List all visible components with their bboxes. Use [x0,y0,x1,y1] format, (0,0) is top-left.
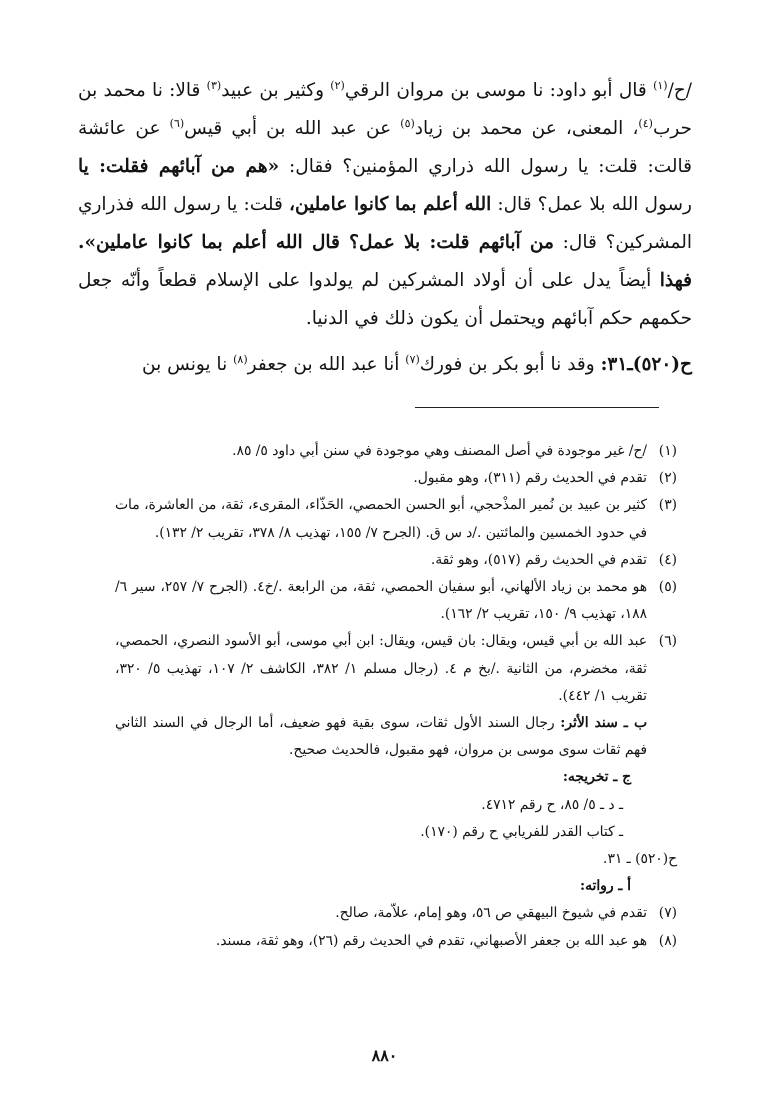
footnote-ref-1[interactable]: (١) [653,79,668,92]
hadith-number-note: ح(٥٢٠) ـ ٣١. [603,851,677,868]
page-number: ٨٨٠ [371,1046,398,1065]
footnote-5: (٥) هو محمد بن زياد الألهاني، أبو سفيان الحمصي، ثقة، من الرابعة ./خ٤. (الجرح ٧/ ٢٥٧، سير ٦/ ١٨٨، تهذيب ٩/ ١٥٠، تقريب ٢/ ١٦٢). [115,579,677,623]
hadith-quote: من آبائهم قلت: بلا عمل؟ قال الله أعلم بما كانوا عاملين». فهذا [78,232,692,291]
footnote-2: (٢) تقدم في الحديث رقم (٣١١)، وهو مقبول. [413,470,677,487]
footnote-6: (٦) عبد الله بن أبي قيس، ويقال: بان قيس، ويقال: ابن أبي موسى، أبو الأسود النصري، الحمصي، ثقة، مخضرم، من الثانية ./بخ م ٤. (رجال مسلم ١/ ٣٨٢، الكاشف ٢/ ١٠٧، تهذيب ٥/ ٣٢٠، تقريب ١/ ٤٤٢). [115,633,677,704]
footnote-4: (٤) تقدم في الحديث رقم (٥١٧)، وهو ثقة. [430,551,677,568]
footnote-1: (١) /ح/ غير موجودة في أصل المصنف وهي موجودة في سنن أبي داود ٥/ ٨٥. [232,443,677,459]
takhrij-label: ج ـ تخريجه: [562,769,631,786]
takhrij-line-1: ـ د ـ ٥/ ٨٥، ح رقم ٤٧١٢. [481,796,623,813]
footnote-divider [415,407,659,408]
footnote-ref-5[interactable]: (٥) [400,117,415,130]
footnote-ref-6[interactable]: (٦) [169,117,185,130]
hadith-number: ح(٥٢٠)ـ٣١: [600,354,692,375]
footnote-ref-2[interactable]: (٢) [330,79,345,92]
footnote-ref-3[interactable]: (٣) [206,79,222,92]
ruwat-label: أ ـ رواته: [580,878,631,895]
main-paragraph-2: ح(٥٢٠)ـ٣١: وقد نا أبو بكر بن فورك$^{(٧)}$ أنا عبد الله بن جعفر$^{(٨)}$ نا يونس بن [142,353,692,375]
takhrij-line-2: ـ كتاب القدر للفريابي ح رقم (١٧٠). [420,823,623,840]
hadith-quote: الله أعلم بما كانوا عاملين، [289,194,492,215]
footnote-ref-7[interactable]: (٧) [405,353,420,366]
footnotes [115,438,677,955]
footnote-ref-4[interactable]: (٤) [638,117,653,130]
footnote-3: (٣) كثير بن عبيد بن نُمير المذْحجي، أبو الحسن الحمصي، الحَذّاء، المقرىء، ثقة، من العاشرة، مات في حدود الخمسين والمائتين ./د س ق. (الجرح ٧/ ١٥٥، تهذيب ٨/ ٣٧٨، تقريب ٢/ ١٣٢). [115,497,677,541]
footnote-ref-8[interactable]: (٨) [233,353,248,366]
footnote-7: (٧) تقدم في شيوخ البيهقي ص ٥٦، وهو إمام، علاّمة، صالح. [335,905,677,922]
hadith-quote: «هم من آبائهم فقلت: يا [78,156,280,177]
footnote-8: (٨) هو عبد الله بن جعفر الأصبهاني، تقدم في الحديث رقم (٢٦)، وهو ثقة، مسند. [215,932,677,949]
main-paragraph-1: /ح/$^{(١)}$ قال أبو داود: نا موسى بن مروان الرقي$^{(٢)}$ وكثير بن عبيد$^{(٣)}$ قالا: نا محمد بن حرب$^{(٤)}$، المعنى، عن محمد بن زياد$^{(٥)}$ عن عبد الله بن أبي قيس$^{(٦)}$ عن عائشة قالت: قلت: يا رسول الله ذراري المؤمنين؟ فقال: «هم من آبائهم فقلت: يا رسول الله بلا عمل؟ قال: الله أعلم بما كانوا عاملين، قلت: يا رسول الله فذراري المشركين؟ قال: من آبائهم قلت: بلا عمل؟ قال الله أعلم بما كانوا عاملين». فهذا أيضاً يدل على أن أولاد المشركين لم يولدوا على الإسلام قطعاً وأنّه جعل حكمهم حكم آبائهم ويحتمل أن يكون ذلك في الدنيا. [78,79,692,329]
main-text [78,72,692,384]
sanad-assessment: ب ـ سند الأثر: رجال السند الأول ثقات، سوى بقية فهو ضعيف، أما الرجال في السند الثاني فهم ثقات سوى موسى بن مروان، فهو مقبول، فالحديث صحيح. [115,715,647,759]
